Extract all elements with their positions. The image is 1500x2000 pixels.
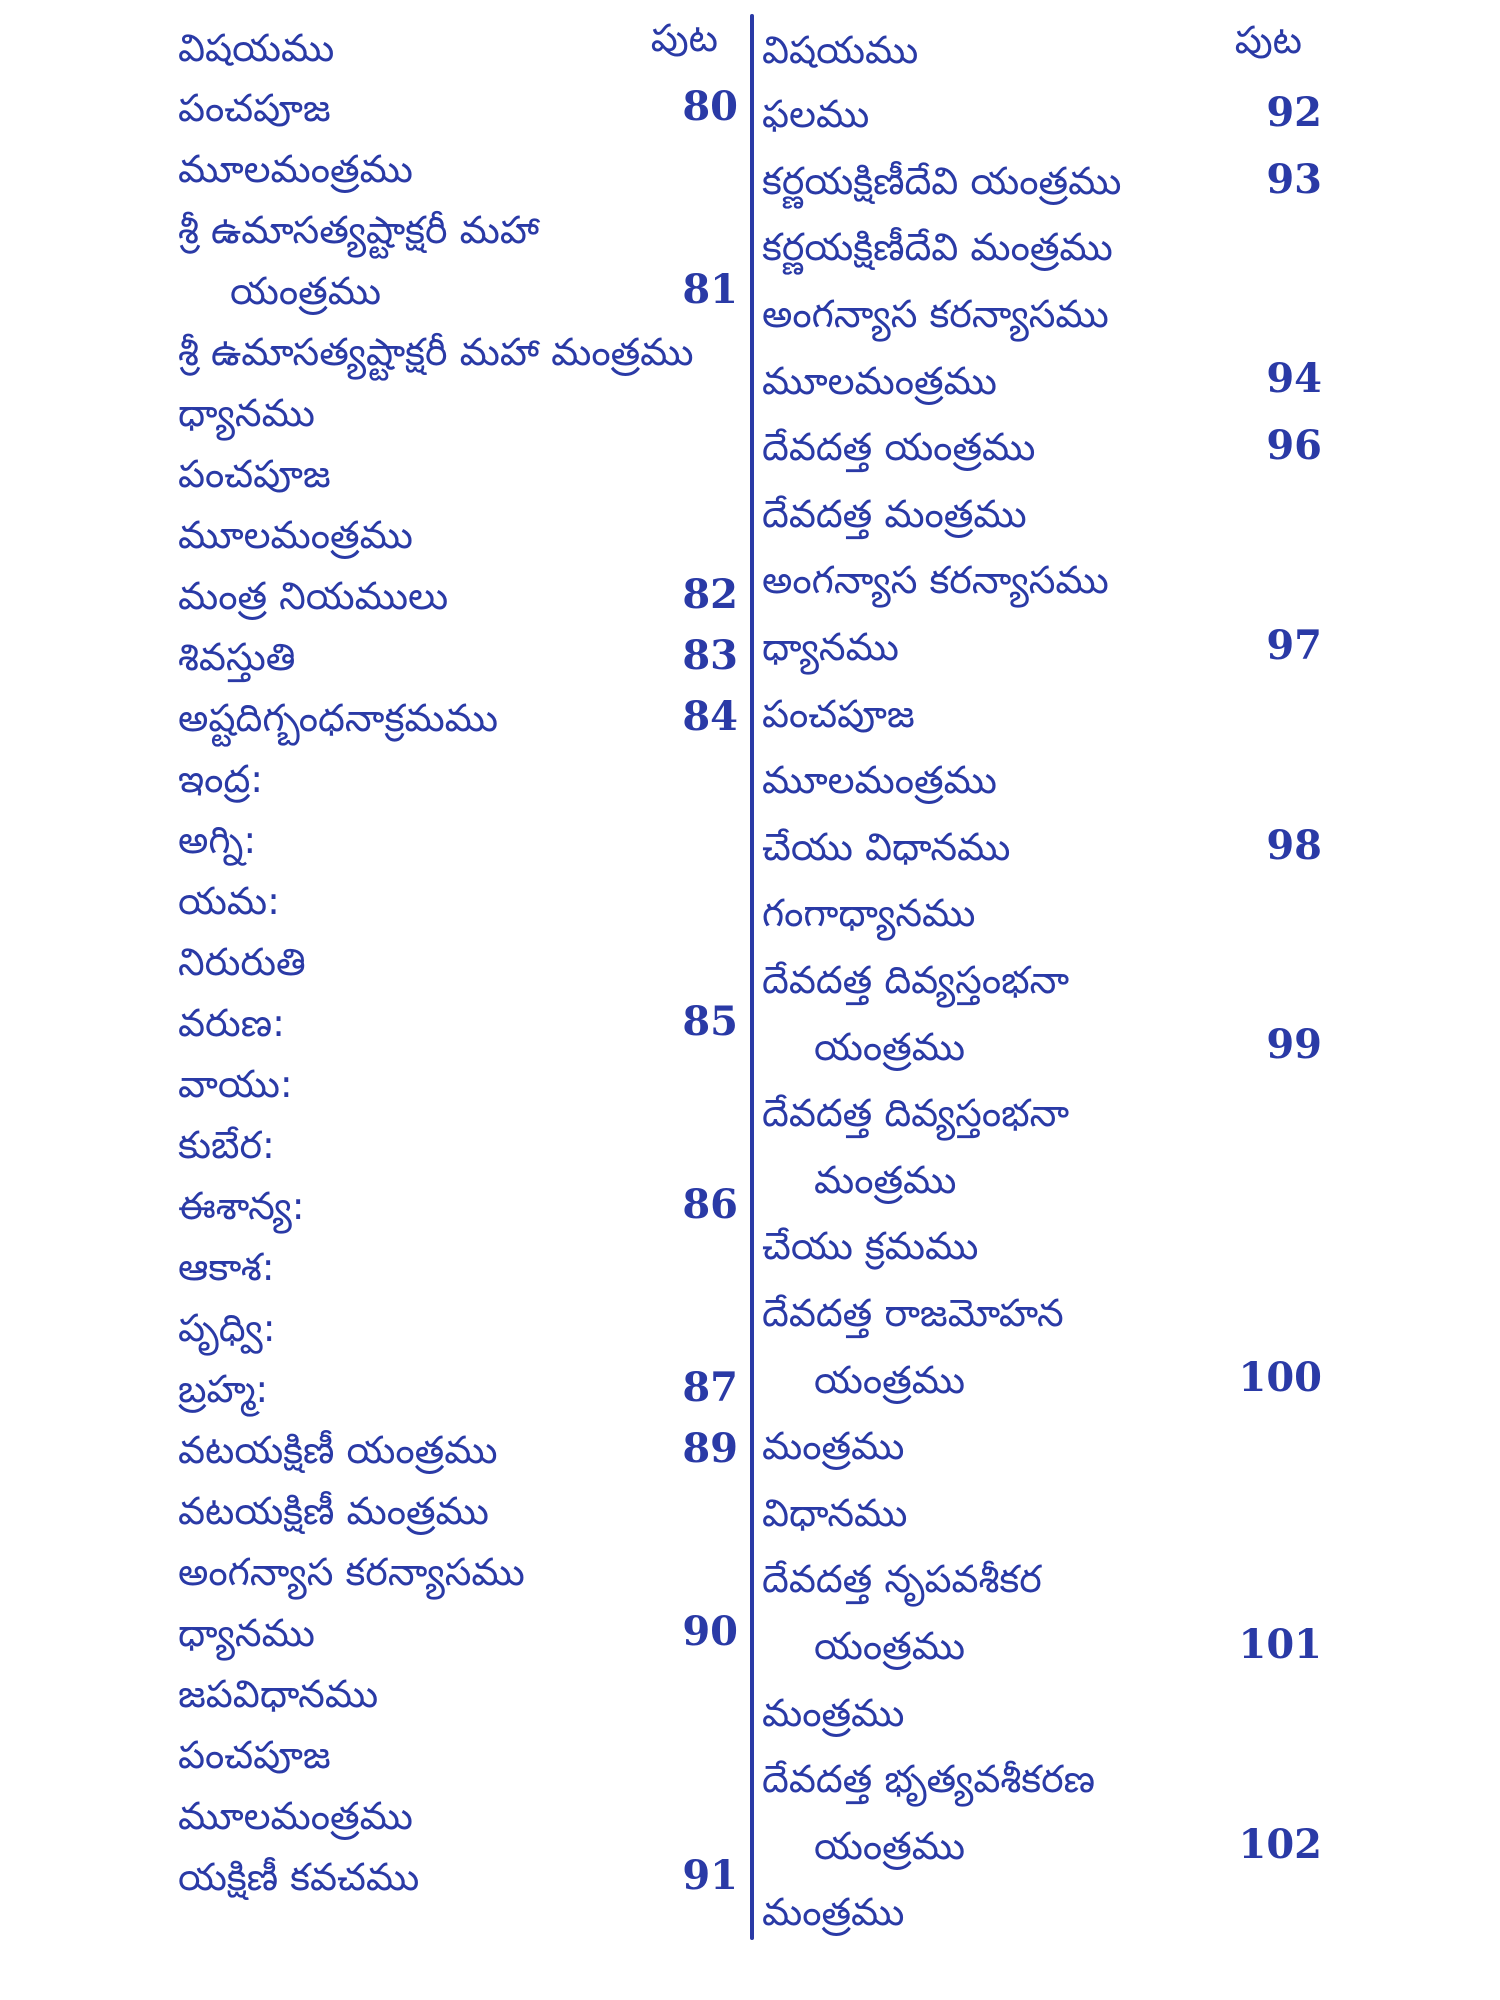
- entry-page-number: 92: [1266, 89, 1322, 136]
- entry-title: మంత్రము: [814, 1157, 957, 1202]
- entry-title: మూలమంత్రము: [178, 513, 413, 558]
- entry-title: మూలమంత్రము: [178, 1794, 413, 1839]
- toc-entry: [178, 1355, 738, 1415]
- toc-entry: [762, 480, 1322, 540]
- entry-title: కుబేర:: [178, 1123, 275, 1168]
- entry-title: కర్ణయక్షిణీదేవి యంత్రము: [762, 158, 1122, 203]
- toc-entry: [178, 1782, 738, 1842]
- entry-title: పంచపూజ: [178, 1733, 331, 1778]
- toc-entry: [762, 1279, 1322, 1339]
- entry-page-number: 102: [1238, 1820, 1322, 1868]
- toc-entry: [178, 318, 738, 378]
- entry-title: ధ్యానము: [178, 391, 315, 436]
- entry-page-number: 81: [682, 266, 738, 313]
- toc-entry: [762, 679, 1322, 739]
- entry-page-number: 90: [682, 1608, 738, 1655]
- toc-entry: [762, 413, 1322, 473]
- entry-title: గంగాధ్యానము: [762, 891, 976, 936]
- toc-entry: [178, 440, 738, 500]
- entry-title: మూలమంత్రము: [762, 758, 997, 803]
- entry-title: వరుణ:: [178, 1001, 285, 1046]
- toc-entry: [178, 196, 738, 256]
- entry-title: దేవదత్త నృపవశీకర: [762, 1557, 1042, 1602]
- toc-entry: [178, 1294, 738, 1354]
- toc-entry: [762, 1212, 1322, 1272]
- entry-title: ఆకాశ:: [178, 1245, 275, 1290]
- entry-page-number: 91: [682, 1852, 738, 1899]
- entry-title: పంచపూజ: [178, 86, 331, 131]
- entry-title: ఈశాన్య:: [178, 1184, 305, 1229]
- entry-title: మంత్రము: [762, 1424, 905, 1469]
- toc-entry: [178, 928, 738, 988]
- column-divider: [750, 14, 754, 1940]
- entry-title: యంత్రము: [814, 1823, 966, 1868]
- toc-entry: [762, 1345, 1322, 1405]
- subject-header: విషయము: [762, 28, 919, 73]
- toc-entry: [762, 147, 1322, 207]
- entry-title: దేవదత్త రాజమోహన: [762, 1291, 1064, 1335]
- entry-title: పంచపూజ: [762, 691, 915, 736]
- entry-title: శివస్తుతి: [178, 635, 296, 680]
- toc-entry: [762, 746, 1322, 806]
- entry-title: అంగన్యాస కరన్యాసము: [762, 558, 1109, 603]
- toc-entry: [178, 1538, 738, 1598]
- entry-page-number: 97: [1266, 621, 1322, 669]
- toc-entry: [762, 613, 1322, 673]
- entry-title: ఫలము: [762, 92, 870, 137]
- entry-title: వటయక్షిణీ యంత్రము: [178, 1428, 498, 1473]
- entry-title: అంగన్యాస కరన్యాసము: [762, 292, 1109, 336]
- entry-page-number: 89: [682, 1425, 738, 1472]
- toc-entry: [762, 1545, 1322, 1605]
- entry-title: అష్టదిగ్బంధనాక్రమము: [178, 696, 498, 741]
- entry-page-number: 94: [1266, 355, 1322, 403]
- toc-entry: [762, 1079, 1322, 1139]
- toc-entry: [178, 562, 738, 622]
- toc-entry: [178, 1599, 738, 1659]
- toc-entry: [178, 379, 738, 439]
- entry-page-number: 82: [682, 571, 738, 618]
- entry-title: దేవదత్త దివ్యస్తంభనా: [762, 1091, 1070, 1136]
- toc-entry: [762, 213, 1322, 273]
- entry-page-number: 100: [1238, 1354, 1322, 1402]
- toc-entry: [178, 1416, 738, 1476]
- toc-entry: [762, 1878, 1322, 1938]
- entry-title: అంగన్యాస కరన్యాసము: [178, 1550, 525, 1595]
- entry-title: మంత్ర నియములు: [178, 574, 449, 619]
- left-column-header: [178, 14, 738, 74]
- right-column-header: [762, 16, 1322, 76]
- toc-entry: [762, 946, 1322, 1006]
- toc-entry: [178, 684, 738, 744]
- entry-page-number: 101: [1238, 1620, 1322, 1668]
- toc-entry: [178, 1050, 738, 1110]
- toc-entry: [178, 745, 738, 805]
- toc-entry: [762, 1479, 1322, 1539]
- toc-entry: [178, 1721, 738, 1781]
- toc-entry: [762, 813, 1322, 873]
- toc-entry: [762, 546, 1322, 606]
- entry-title: చేయు క్రమము: [762, 1224, 979, 1269]
- toc-entry: [762, 1812, 1322, 1872]
- toc-entry: [178, 1111, 738, 1171]
- entry-title: బ్రహ్మ:: [178, 1367, 269, 1412]
- entry-title: మంత్రము: [762, 1690, 905, 1735]
- entry-title: విధానము: [762, 1490, 908, 1535]
- toc-entry: [178, 989, 738, 1049]
- entry-title: కర్ణయక్షిణీదేవి మంత్రము: [762, 225, 1113, 270]
- entry-title: జపవిధానము: [178, 1672, 379, 1717]
- page-header: పుట: [1234, 18, 1302, 62]
- toc-entry: [178, 135, 738, 195]
- entry-title: మంత్రము: [762, 1890, 905, 1935]
- entry-page-number: 87: [682, 1364, 738, 1411]
- toc-entry: [762, 1745, 1322, 1805]
- entry-page-number: 99: [1266, 1021, 1322, 1069]
- entry-title: దేవదత్త భృత్యవశీకరణ: [762, 1757, 1095, 1802]
- entry-title: దేవదత్త యంత్రము: [762, 425, 1036, 470]
- toc-entry: [178, 1233, 738, 1293]
- toc-entry: [178, 806, 738, 866]
- toc-entry: [762, 879, 1322, 939]
- toc-entry: [178, 623, 738, 683]
- entry-title: అగ్ని:: [178, 818, 257, 863]
- toc-entry: [762, 1146, 1322, 1206]
- toc-entry: [178, 74, 738, 134]
- toc-entry: [178, 501, 738, 561]
- entry-title: వాయు:: [178, 1062, 293, 1107]
- entry-page-number: 86: [682, 1181, 738, 1228]
- entry-title: దేవదత్త మంత్రము: [762, 491, 1027, 536]
- entry-title: యంత్రము: [814, 1624, 966, 1668]
- entry-title: మూలమంత్రము: [762, 358, 997, 403]
- entry-title: దేవదత్త దివ్యస్తంభనా: [762, 958, 1070, 1002]
- entry-title: చేయు విధానము: [762, 824, 1011, 869]
- entry-title: పృధ్వి:: [178, 1306, 276, 1351]
- toc-entry: [178, 1172, 738, 1232]
- toc-entry: [762, 280, 1322, 340]
- toc-entry: [762, 1412, 1322, 1472]
- entry-page-number: 98: [1266, 821, 1322, 869]
- entry-page-number: 80: [682, 83, 738, 130]
- entry-title: ధ్యానము: [762, 625, 899, 669]
- entry-title: ఇంద్ర:: [178, 757, 264, 802]
- toc-entry: [762, 1678, 1322, 1738]
- entry-title: యక్షిణీ కవచము: [178, 1855, 420, 1900]
- toc-entry: [178, 1843, 738, 1903]
- toc-entry: [762, 1012, 1322, 1072]
- entry-title: యమ:: [178, 879, 280, 924]
- entry-page-number: 96: [1266, 422, 1322, 469]
- entry-title: నిరురుతి: [178, 940, 306, 985]
- entry-title: శ్రీ ఉమాసత్యష్టాక్షరీ మహా: [178, 208, 540, 253]
- entry-title: వటయక్షిణీ మంత్రము: [178, 1489, 489, 1534]
- page-header: పుట: [650, 16, 718, 60]
- entry-title: యంత్రము: [814, 1357, 966, 1402]
- subject-header: విషయము: [178, 26, 335, 71]
- toc-entry: [178, 257, 738, 317]
- toc-entry: [178, 1660, 738, 1720]
- entry-title: మూలమంత్రము: [178, 147, 413, 192]
- toc-entry: [762, 1612, 1322, 1672]
- entry-page-number: 93: [1266, 155, 1322, 203]
- toc-entry: [762, 346, 1322, 406]
- toc-entry: [762, 80, 1322, 140]
- entry-page-number: 83: [682, 632, 738, 679]
- entry-title: యంత్రము: [814, 1024, 966, 1069]
- entry-page-number: 84: [682, 693, 738, 740]
- entry-title: పంచపూజ: [178, 452, 331, 497]
- toc-entry: [178, 867, 738, 927]
- toc-entry: [178, 1477, 738, 1537]
- entry-page-number: 85: [682, 998, 738, 1045]
- entry-title: శ్రీ ఉమాసత్యష్టాక్షరీ మహా మంత్రము: [178, 330, 694, 375]
- entry-title: యంత్రము: [230, 269, 382, 314]
- entry-title: ధ్యానము: [178, 1611, 315, 1656]
